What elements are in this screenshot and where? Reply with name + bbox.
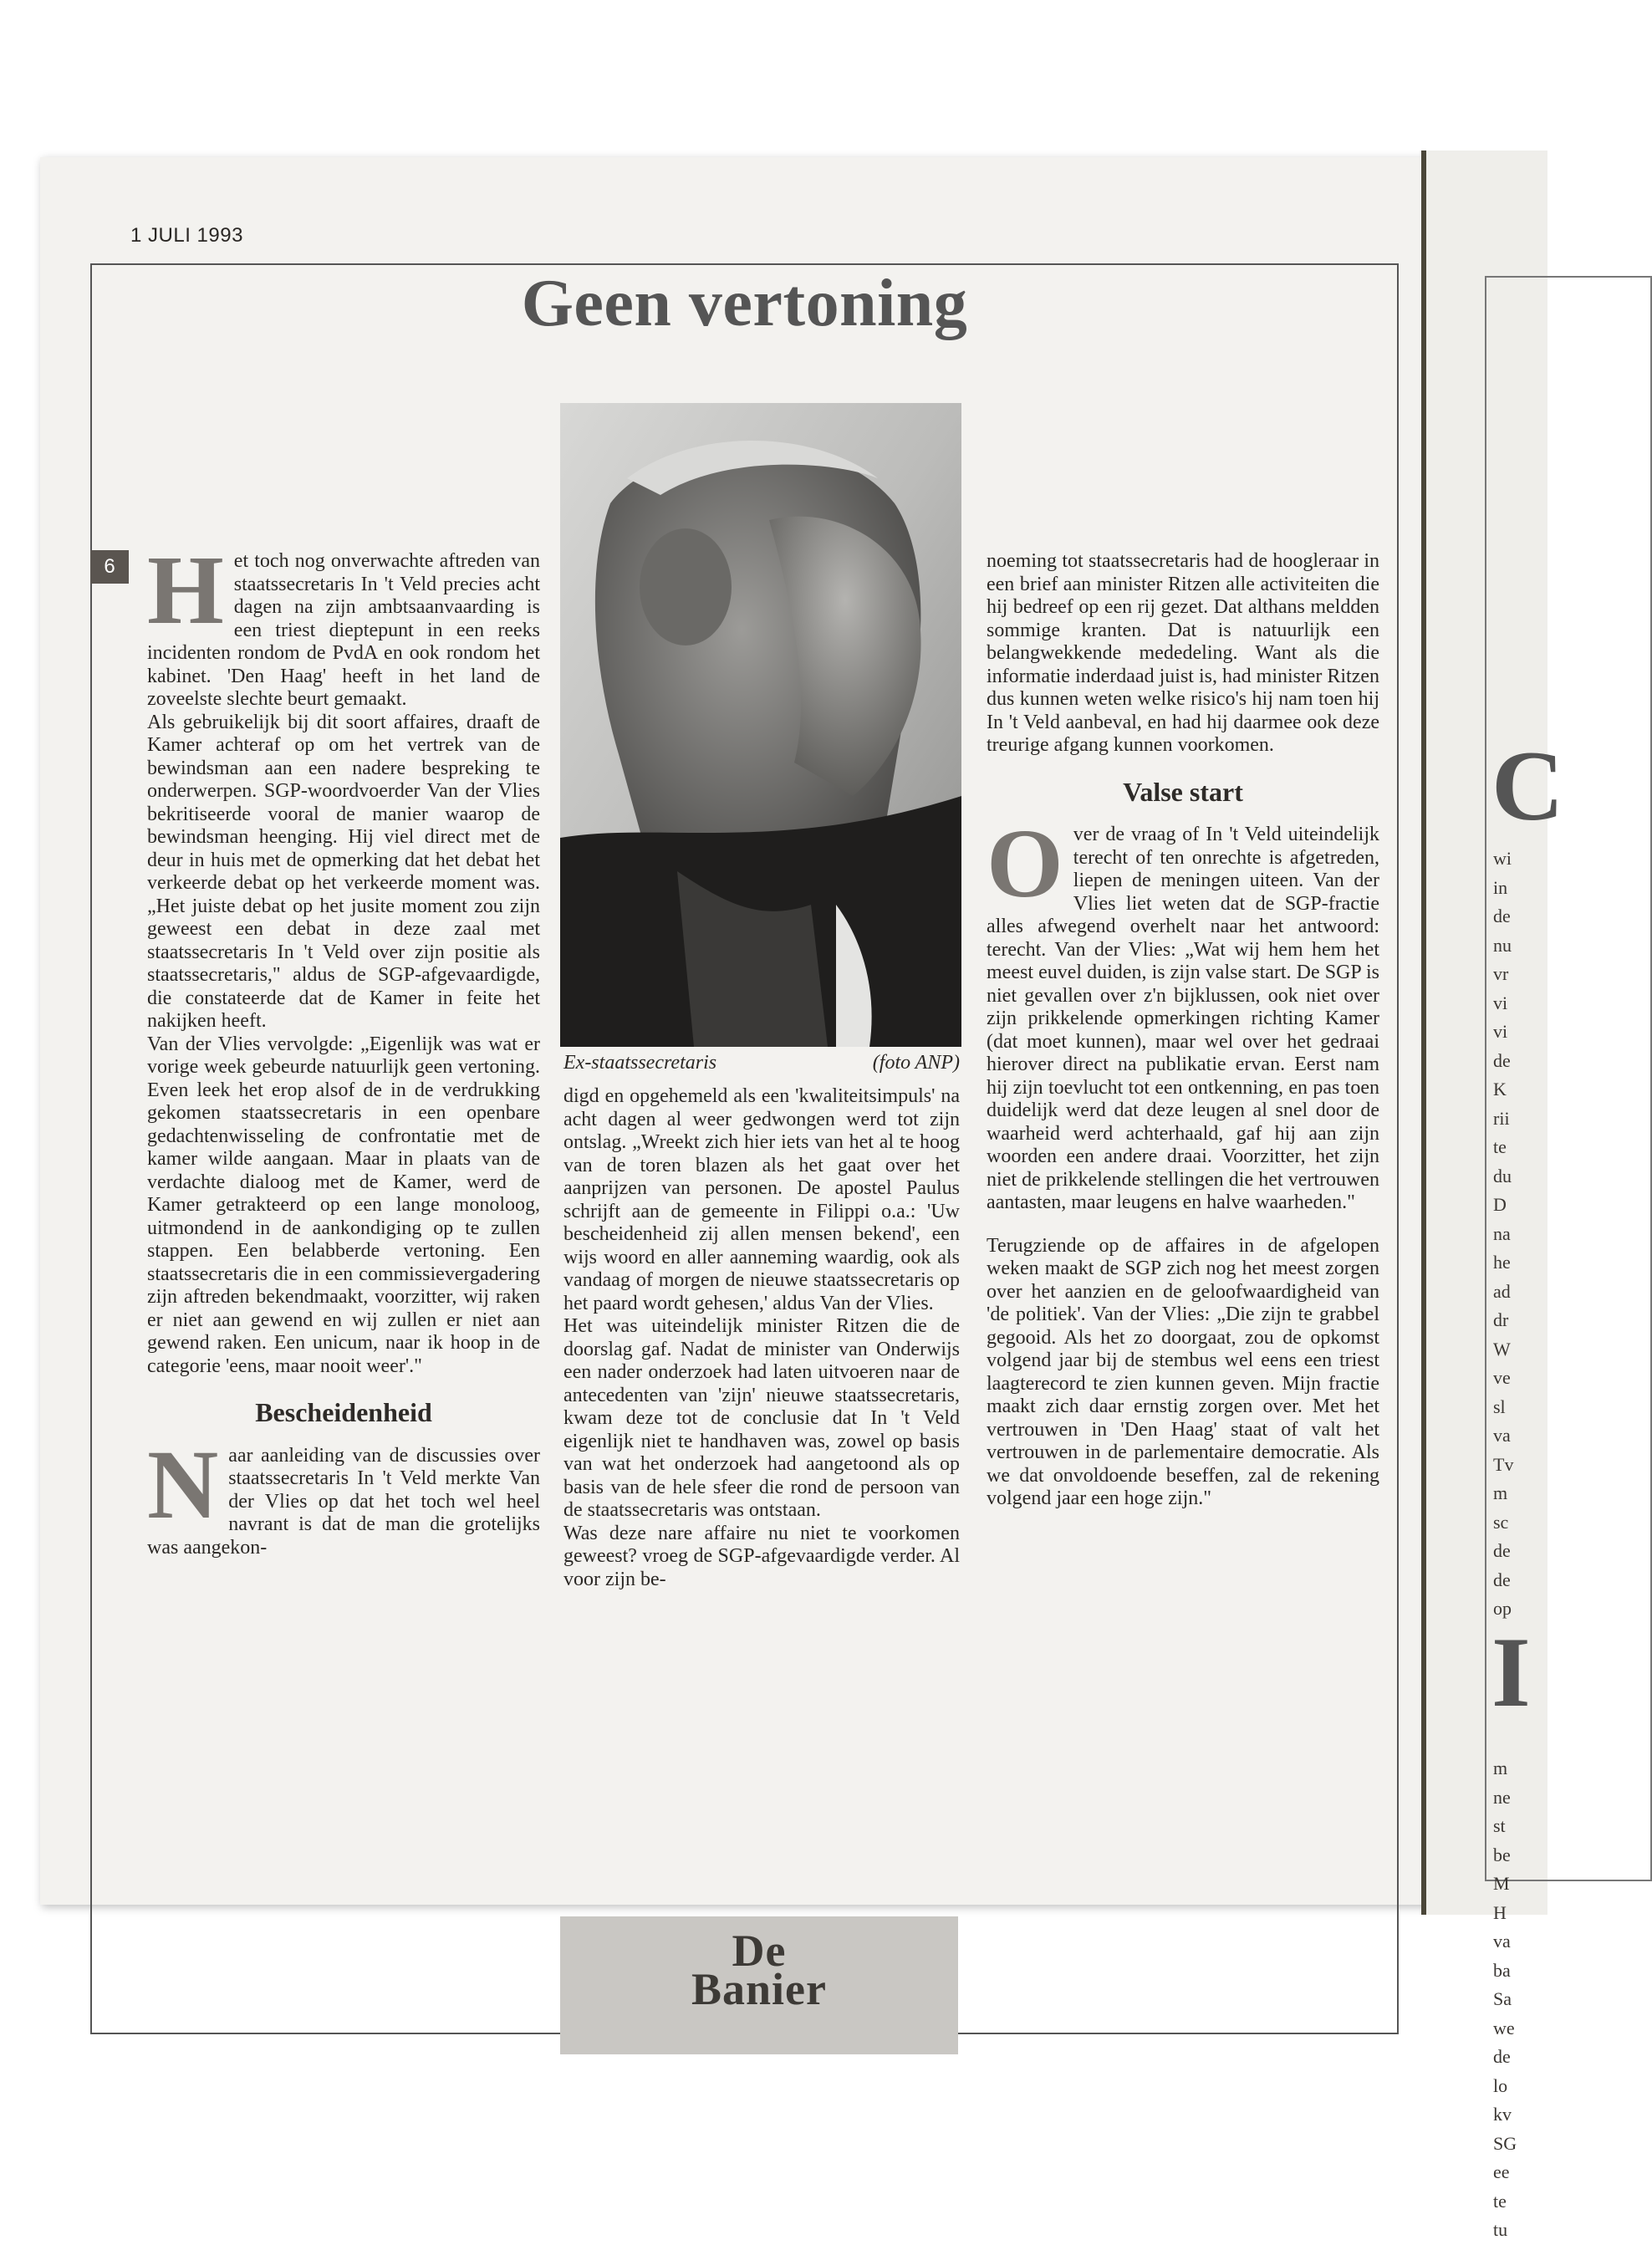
paragraph: Was deze nare affaire nu niet te voorkomen geweest? vroeg de SGP-afgevaardigde verder. Al voor zijn be- bbox=[563, 1522, 960, 1590]
issue-date: 1 JULI 1993 bbox=[130, 224, 243, 247]
headline: Geen vertoning bbox=[521, 267, 968, 340]
next-page-fragments-2: m ne st be M H va ba Sa we de lo kv SG ee te tu bbox=[1493, 1758, 1517, 2240]
paragraph: noeming tot staatssecretaris had de hoogleraar in een brief aan minister Ritzen alle activiteiten die hij bedreef op een rij gezet. Dat althans meldden sommige kranten. Dat is natuurlijk een belangwekkende mededeling. Want als die informatie inderdaad juist is, had minister Ritzen dus kunnen weten welke risico's hij nam toen hij In 't Veld aanbeval, en had hij daarmee ook deze treurige afgang kunnen voorkomen. bbox=[987, 550, 1379, 756]
article-column-2 bbox=[563, 1085, 960, 1591]
dropcap-o: O bbox=[987, 809, 1063, 918]
photo-man-hand-on-face bbox=[560, 403, 961, 1047]
de-banier-logo-box bbox=[560, 1916, 958, 2054]
article-column-1 bbox=[147, 535, 540, 1559]
page-right-edge bbox=[1421, 151, 1564, 2240]
article-column-3 bbox=[987, 550, 1379, 1511]
paragraph: digd en opgehemeld als een 'kwaliteitsimpuls' na acht dagen al weer gedwongen werd tot zijn ontslag. „Wreekt zich hier iets van het al te hoog van de toren blazen als het gaat over het aanprijzen van personen. De apostel Paulus schrijft aan de gemeente in Filippi o.a.: 'Uw bescheidenheid zij allen mensen bekend', een wijs woord en aller aanneming waardig, ook als vandaag of morgen de nieuwe staatssecretaris op het paard wordt gehesen,' aldus Van der Vlies. bbox=[563, 1085, 960, 1314]
dropcap-n: N bbox=[147, 1429, 219, 1539]
subhead-bescheidenheid: Bescheidenheid bbox=[255, 1397, 432, 1427]
paragraph: Het was uiteindelijk minister Ritzen die de doorslag gaf. Nadat de minister van Onderwijs een nader onderzoek had laten uitvoeren naar de antecedenten van 'zijn' nieuwe staatssecretaris, kwam deze tot de conclusie dat In 't Veld eigenlijk niet te handhaven was, zowel op basis van wat het onderzoek had aangetoond als op basis van de hele sfeer die rond de persoon van de staatssecretaris was ontstaan. bbox=[563, 1315, 960, 1521]
next-page-fragments-1: wi in de nu vr vi vi de K rii te du D na he ad dr W ve sl va Tv m sc de de op bbox=[1493, 848, 1514, 1619]
next-page-dropcap-2: I bbox=[1491, 1616, 1531, 1727]
article-photo bbox=[560, 403, 961, 1047]
logo-line-1: De bbox=[732, 1926, 787, 1976]
paragraph: Het toch nog onverwachte aftreden van staatssecretaris In 't Veld precies acht dagen na zijn ambtsaanvaarding is een triest dieptepunt in een reeks incidenten rondom de PvdA en ook rondom het kabinet. 'Den Haag' heeft in het land de zoveelste slechte beurt gemaakt. bbox=[147, 535, 540, 710]
caption-credit: (foto ANP) bbox=[872, 1052, 960, 1074]
photo-caption bbox=[563, 1052, 960, 1074]
caption-subject: Ex-staatssecretaris bbox=[563, 1052, 717, 1074]
paragraph: Over de vraag of In 't Veld uiteindelijk terecht of ten onrechte is afgetreden, liepen de meningen uiteen. Van der Vlies liet weten dat de SGP-fractie alles afwegend overhelt naar het antwoord: terecht. Van der Vlies: „Wat wij hem hem het meest euvel duiden, is zijn valse start. De SGP is niet gevallen over z'n bijklussen, ook niet over zijn prikkelende opmerkingen richting Kamer (dat moet kunnen), maar wel over het gedraai hierover direct na publikatie ervan. Eerst nam hij zijn toevlucht tot een ontkenning, en pas toen duidelijk werd dat deze leugen al snel door de waarheid werd achterhaald, gaf hij aan zijn woorden een andere draai. Voorzitter, het zijn niet de prikkelende stellingen die het vertrouwen aantasten, maar leugens en halve waarheden." bbox=[987, 809, 1379, 1213]
paragraph: Van der Vlies vervolgde: „Eigenlijk was wat er vorige week gebeurde natuurlijk geen vertoning. Even leek het erop alsof de in de verdrukking gekomen staatssecretaris in een openbare gedachtenwisseling de confrontatie met de kamer wilde aangaan. Maar in plaats van de verdachte dialoog met de Kamer, werd de Kamer getrakteerd op een lange monoloog, uitmondend in de aankondiging op te zullen stappen. Een belabberde vertoning. Een staatssecretaris die in een commissievergadering zijn aftreden bekendmaakt, voorzitter, wij raken er niet aan gewend en wij zullen er niet aan gewend raken. Een unicum, naar ik hoop in de categorie 'eens, maar nooit weer'." bbox=[147, 1033, 540, 1377]
paragraph: Terugziende op de affaires in de afgelopen weken maakt de SGP zich nog het meest zorgen over het aanzien en de geloofwaardigheid van 'de politiek'. Van der Vlies: „Die zijn te grabbel gegooid. Als het zo doorgaat, zou de opkomst volgend jaar bij de stembus wel eens een triest laagterecord te zien kunnen geven. Mijn fractie maakt zich daar ernstig zorgen over. Met het vertrouwen in 'Den Haag' staat of valt het vertrouwen in de parlementaire democratie. Als we dat onvoldoende beseffen, zal de rekening volgend jaar een hoge zijn." bbox=[987, 1234, 1379, 1509]
next-page-dropcap-1: C bbox=[1491, 730, 1564, 841]
dropcap-h: H bbox=[147, 535, 224, 645]
de-banier-logo bbox=[560, 1926, 958, 2014]
logo-line-2: Banier bbox=[691, 1964, 827, 2014]
paragraph: Als gebruikelijk bij dit soort affaires, draaft de Kamer achteraf op om het vertrek van de bewindsman aan een nadere bespreking te onderwerpen. SGP-woordvoerder Van der Vlies bekritiseerde vooral de manier waarop de bewindsman heenging. Hij viel direct met de deur in huis met de opmerking dat het debat het verkeerde debat op het verkeerde moment was. „Het juiste debat op het jusite moment zou zijn geweest een debat in deze zaal met staatssecretaris In 't Veld over zijn positie als staatssecretaris," aldus de SGP-afgevaardigde, die constateerde dat de Kamer in feite het nakijken heeft. bbox=[147, 711, 540, 1032]
page-number: 6 bbox=[90, 550, 129, 584]
paragraph: Naar aanleiding van de discussies over staatssecretaris In 't Veld merkte Van der Vlies op dat het toch wel heel navrant is dat de man die grotelijks was aangekon- bbox=[147, 1429, 540, 1559]
subhead-valse-start: Valse start bbox=[1123, 776, 1243, 807]
